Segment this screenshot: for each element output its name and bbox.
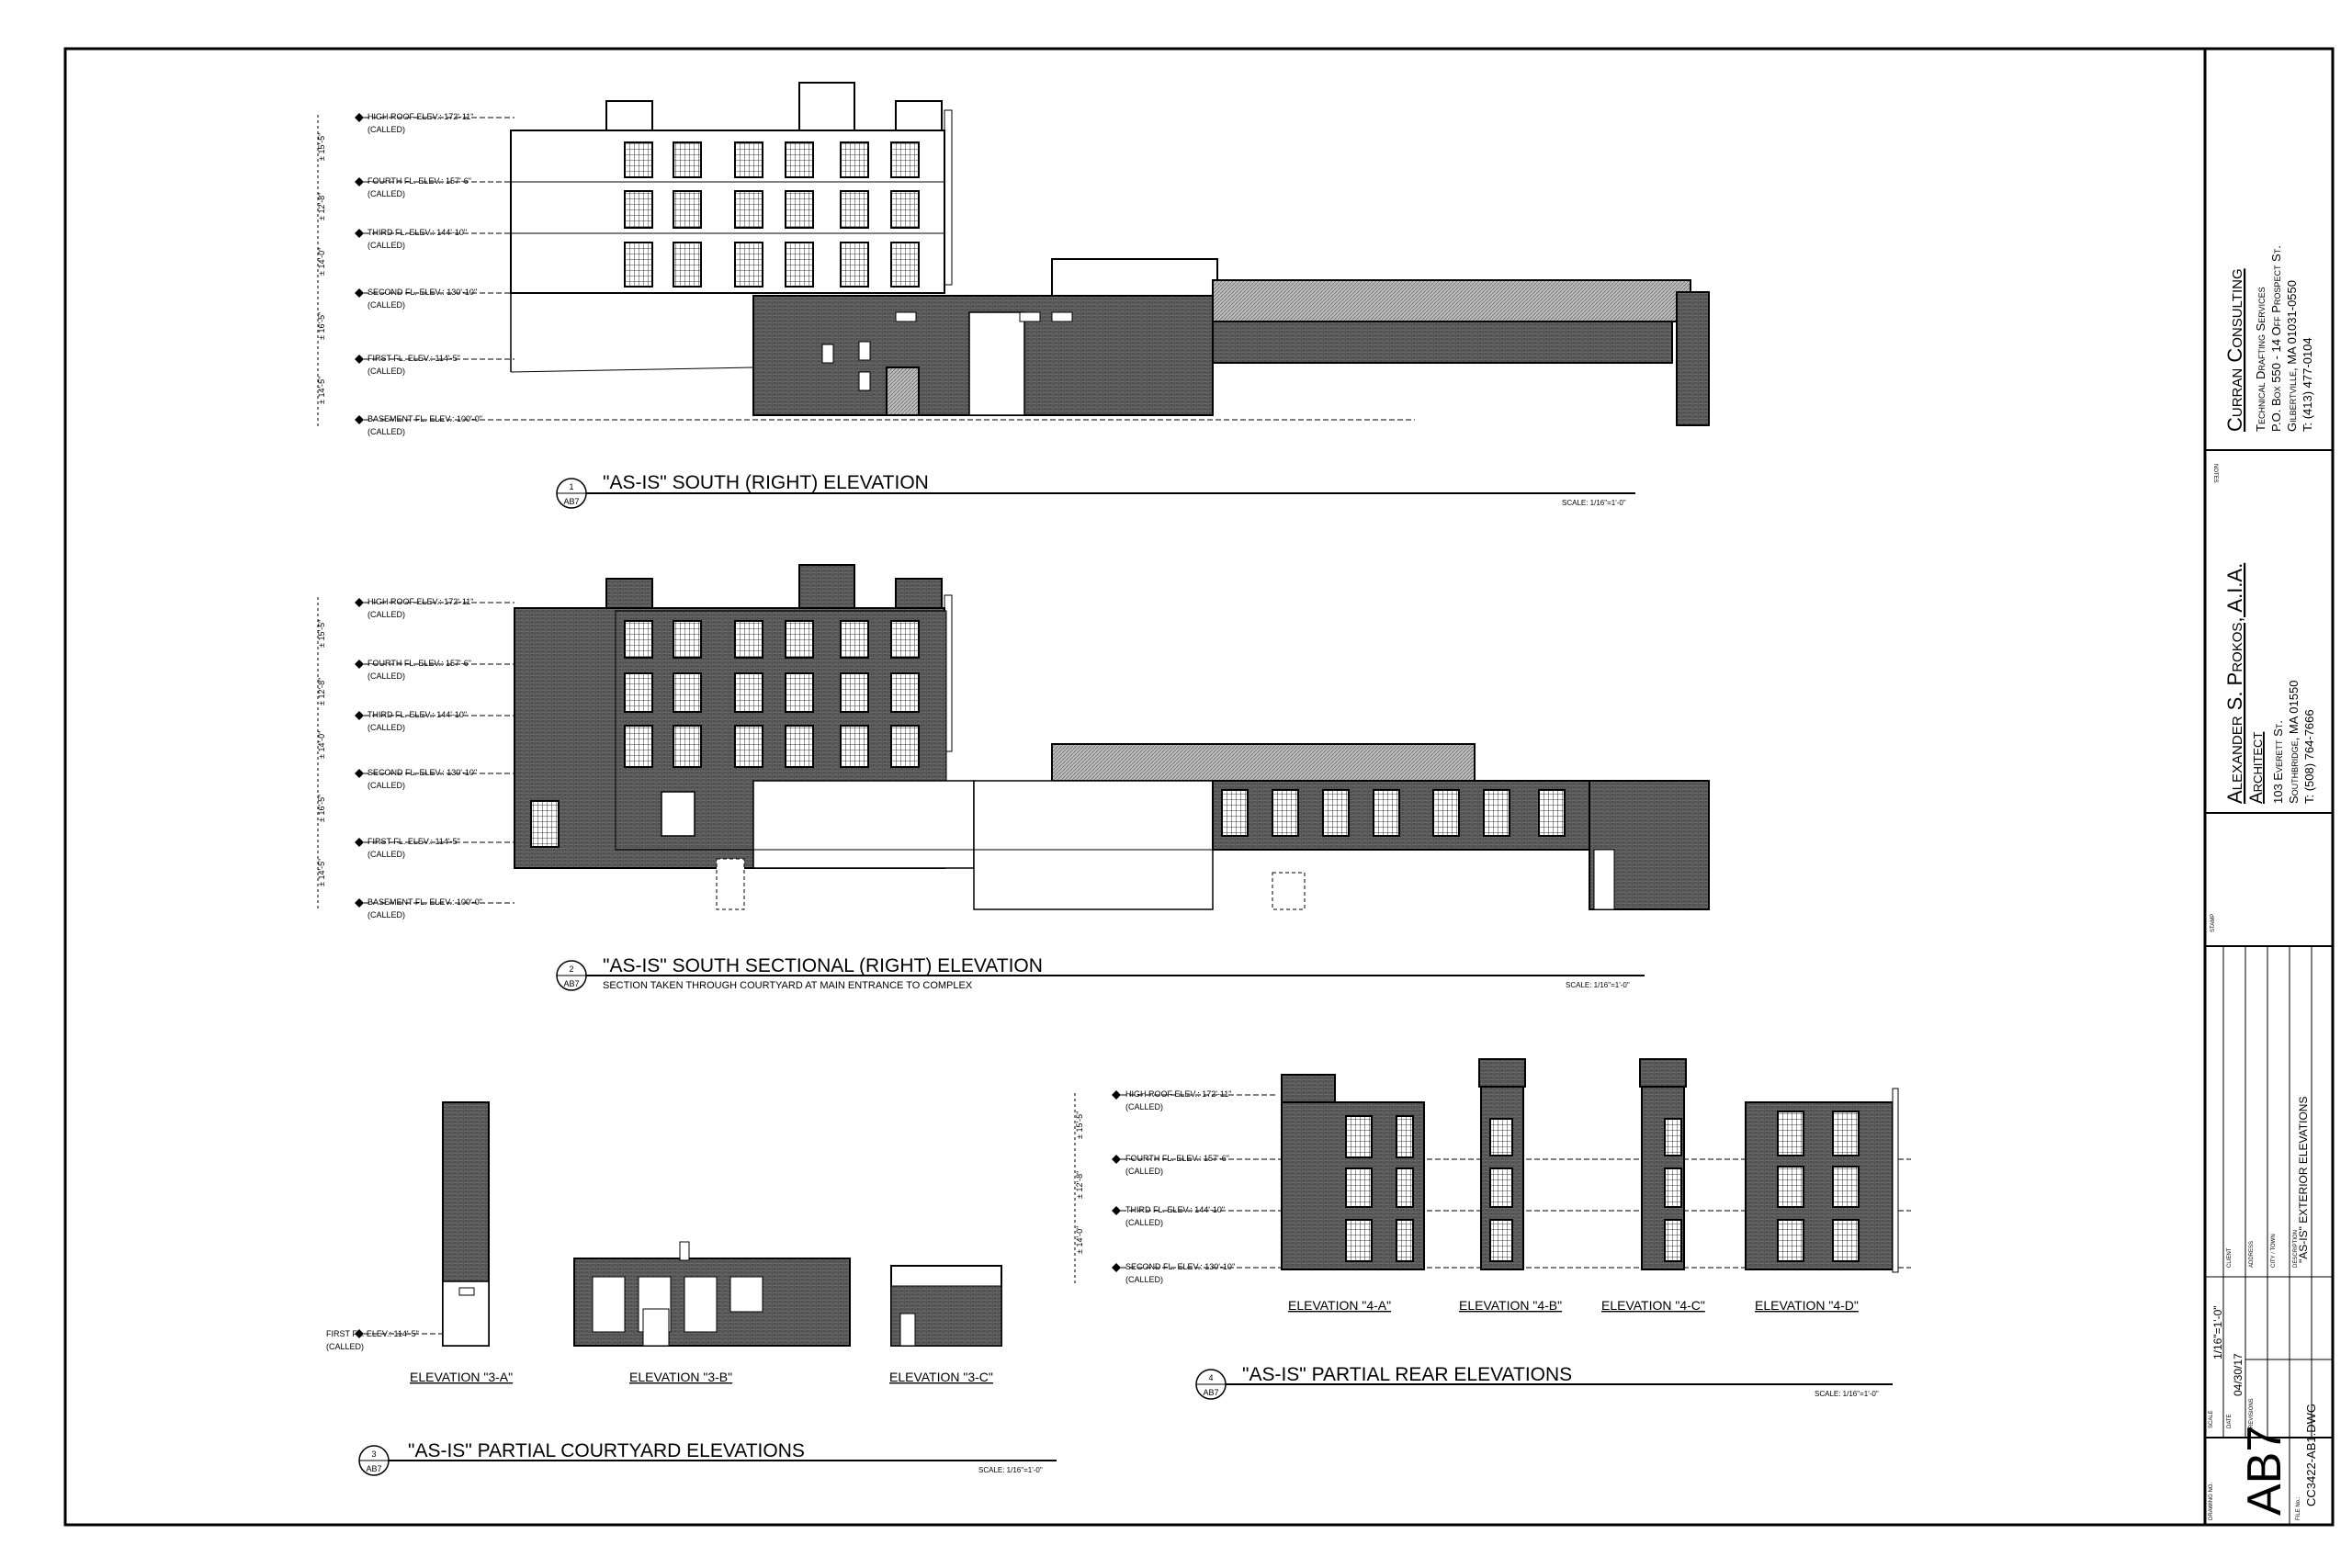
- view-number: 4: [1208, 1373, 1214, 1382]
- view-number: 2: [569, 964, 574, 974]
- elevation-label: ELEVATION "4-B": [1459, 1298, 1563, 1313]
- view-4-drawings: [1075, 1059, 1911, 1313]
- dimension-label: ± 14'-5": [317, 858, 326, 886]
- date-value: 04/30/17: [2232, 1353, 2245, 1396]
- level-called: (CALLED): [368, 125, 406, 134]
- view-scale: SCALE: 1/16"=1'-0": [1566, 981, 1630, 989]
- level-marker: [355, 837, 514, 859]
- architect-name: Alexander S. Prokos, A.I.A.: [2223, 562, 2246, 804]
- level-marker: [355, 288, 514, 310]
- view-sheet-ref: AB7: [563, 979, 580, 988]
- dimension-label: ± 15'-5": [1075, 1111, 1084, 1139]
- view-title: "AS-IS" PARTIAL REAR ELEVATIONS: [1242, 1364, 1573, 1385]
- level-label: FIRST FL. ELEV.: 114'-5": [326, 1329, 419, 1338]
- level-called: (CALLED): [368, 723, 406, 732]
- file-label: FILE No.:: [2296, 1496, 2301, 1520]
- level-marker: [355, 768, 514, 790]
- level-label: FOURTH FL. ELEV.: 157'-6": [368, 176, 471, 186]
- drawing-number: AB7: [2238, 1425, 2291, 1516]
- level-marker: [355, 112, 514, 134]
- elevation-label: ELEVATION "4-C": [1601, 1298, 1705, 1313]
- level-called: (CALLED): [368, 671, 406, 681]
- level-marker: [355, 710, 514, 732]
- firm-line: Technical Drafting Services: [2254, 287, 2267, 432]
- view-scale: SCALE: 1/16"=1'-0": [978, 1466, 1043, 1474]
- view-title: "AS-IS" SOUTH SECTIONAL (RIGHT) ELEVATION: [603, 955, 1043, 976]
- level-label: BASEMENT FL. ELEV.: 100'-0": [368, 414, 482, 423]
- dimension-label: ± 16'-5": [317, 794, 326, 822]
- view-3-title: [359, 1440, 1057, 1475]
- dimension-label: ± 14'-0": [1075, 1225, 1084, 1254]
- level-called: (CALLED): [326, 1342, 365, 1351]
- description-label: DESCRIPTION: [2293, 1229, 2299, 1268]
- drawing-label: DRAWING NO.: [2209, 1482, 2214, 1520]
- level-label: BASEMENT FL. ELEV.: 100'-0": [368, 897, 482, 907]
- dimension-label: ± 14'-5": [317, 376, 326, 404]
- architect-role: Architect: [2247, 731, 2267, 804]
- dimension-label: ± 12'-8": [1075, 1170, 1084, 1199]
- dimension-label: ± 12'-8": [317, 192, 326, 220]
- level-marker: [355, 414, 1415, 436]
- level-marker: [355, 659, 514, 681]
- notes-label: NOTES: [2212, 464, 2218, 483]
- elevation-label: ELEVATION "4-A": [1288, 1298, 1392, 1313]
- level-marker: [355, 354, 514, 376]
- architect-line: 103 Everett St.: [2271, 720, 2285, 804]
- city-label: CITY / TOWN: [2271, 1234, 2277, 1268]
- level-label: FOURTH FL. ELEV.: 157'-6": [368, 659, 471, 668]
- level-called: (CALLED): [368, 610, 406, 619]
- level-called: (CALLED): [1125, 1218, 1164, 1227]
- level-label: FIRST FL. ELEV.: 114'-5": [368, 837, 460, 846]
- elevation-label: ELEVATION "3-B": [629, 1370, 733, 1384]
- level-called: (CALLED): [368, 189, 406, 198]
- level-label: FIRST FL. ELEV.: 114'-5": [368, 354, 460, 363]
- revisions-label: REVISIONS: [2249, 1398, 2255, 1428]
- description-value: "AS-IS" EXTERIOR ELEVATIONS: [2297, 1096, 2310, 1263]
- level-label: SECOND FL. ELEV.: 130'-10": [368, 288, 478, 297]
- view-2-level-markers: [317, 597, 514, 919]
- stamp-label: STAMP: [2211, 913, 2216, 932]
- view-sheet-ref: AB7: [366, 1464, 382, 1473]
- level-label: HIGH ROOF ELEV.: 172'-11": [368, 597, 474, 606]
- view-scale: SCALE: 1/16"=1'-0": [1562, 499, 1626, 507]
- view-1-title: [557, 472, 1635, 508]
- view-scale: SCALE: 1/16"=1'-0": [1815, 1390, 1879, 1398]
- level-called: (CALLED): [1125, 1275, 1164, 1284]
- level-called: (CALLED): [1125, 1102, 1164, 1111]
- level-label: THIRD FL. ELEV.: 144'-10": [368, 228, 468, 237]
- level-label: HIGH ROOF ELEV.: 172'-11": [368, 112, 474, 121]
- level-called: (CALLED): [1125, 1167, 1164, 1176]
- view-number: 1: [569, 482, 574, 491]
- level-called: (CALLED): [368, 427, 406, 436]
- elevation-label: ELEVATION "3-A": [410, 1370, 514, 1384]
- level-called: (CALLED): [368, 781, 406, 790]
- architect-line: T: (508) 764-7666: [2302, 709, 2316, 804]
- dimension-label: ± 15'-5": [317, 132, 326, 161]
- level-marker: [1112, 1089, 1277, 1111]
- firm-line: P.O. Box 550 - 14 Off Prospect St.: [2269, 245, 2283, 432]
- dimension-label: ± 12'-8": [317, 677, 326, 705]
- view-title: "AS-IS" PARTIAL COURTYARD ELEVATIONS: [408, 1440, 805, 1461]
- level-called: (CALLED): [368, 367, 406, 376]
- level-called: (CALLED): [368, 241, 406, 250]
- dimension-label: ± 14'-0": [317, 247, 326, 276]
- level-called: (CALLED): [368, 850, 406, 859]
- elevation-label: ELEVATION "4-D": [1755, 1298, 1859, 1313]
- view-title: "AS-IS" SOUTH (RIGHT) ELEVATION: [603, 472, 929, 493]
- dimension-label: ± 14'-0": [317, 730, 326, 759]
- view-subtitle: SECTION TAKEN THROUGH COURTYARD AT MAIN ENTRANCE TO COMPLEX: [603, 980, 973, 991]
- level-called: (CALLED): [368, 300, 406, 310]
- level-marker: [355, 228, 514, 250]
- level-marker: [355, 897, 514, 919]
- level-label: FOURTH FL. ELEV.: 157'-6": [1125, 1154, 1229, 1163]
- level-label: THIRD FL. ELEV.: 144'-10": [1125, 1205, 1226, 1214]
- firm-line: Gilbertville, MA 01031-0550: [2285, 280, 2299, 432]
- level-marker: [355, 176, 514, 198]
- architect-line: Southbridge, MA 01550: [2287, 680, 2301, 804]
- client-label: CLIENT: [2227, 1247, 2233, 1268]
- address-label: ADDRESS: [2249, 1240, 2255, 1268]
- elevation-label: ELEVATION "3-C": [889, 1370, 993, 1384]
- dimension-label: ± 15'-5": [317, 619, 326, 648]
- view-4-title: [1196, 1364, 1893, 1399]
- scale-label: SCALE: [2209, 1410, 2214, 1428]
- level-label: SECOND FL. ELEV.: 130'-10": [368, 768, 478, 777]
- scale-value: 1/16"=1'-0": [2211, 1305, 2224, 1359]
- file-value: CC3422-AB1.DWG: [2304, 1404, 2318, 1506]
- firm-line: T: (413) 477-0104: [2301, 337, 2314, 432]
- level-label: THIRD FL. ELEV.: 144'-10": [368, 710, 468, 719]
- view-1-building: [511, 83, 1709, 425]
- level-label: HIGH ROOF ELEV.: 172'-11": [1125, 1089, 1232, 1099]
- view-3-drawings: [326, 1102, 1001, 1384]
- firm-name: Curran Consulting: [2223, 268, 2246, 432]
- view-sheet-ref: AB7: [563, 497, 580, 506]
- level-marker: [355, 597, 514, 619]
- date-label: DATE: [2227, 1414, 2233, 1428]
- level-label: SECOND FL. ELEV.: 130'-10": [1125, 1262, 1236, 1271]
- dimension-label: ± 16'-5": [317, 311, 326, 340]
- view-2-title: [557, 955, 1645, 991]
- view-sheet-ref: AB7: [1203, 1388, 1219, 1397]
- view-2-building: [514, 565, 1709, 909]
- level-called: (CALLED): [368, 910, 406, 919]
- title-block: [2205, 245, 2333, 1525]
- view-number: 3: [371, 1450, 377, 1459]
